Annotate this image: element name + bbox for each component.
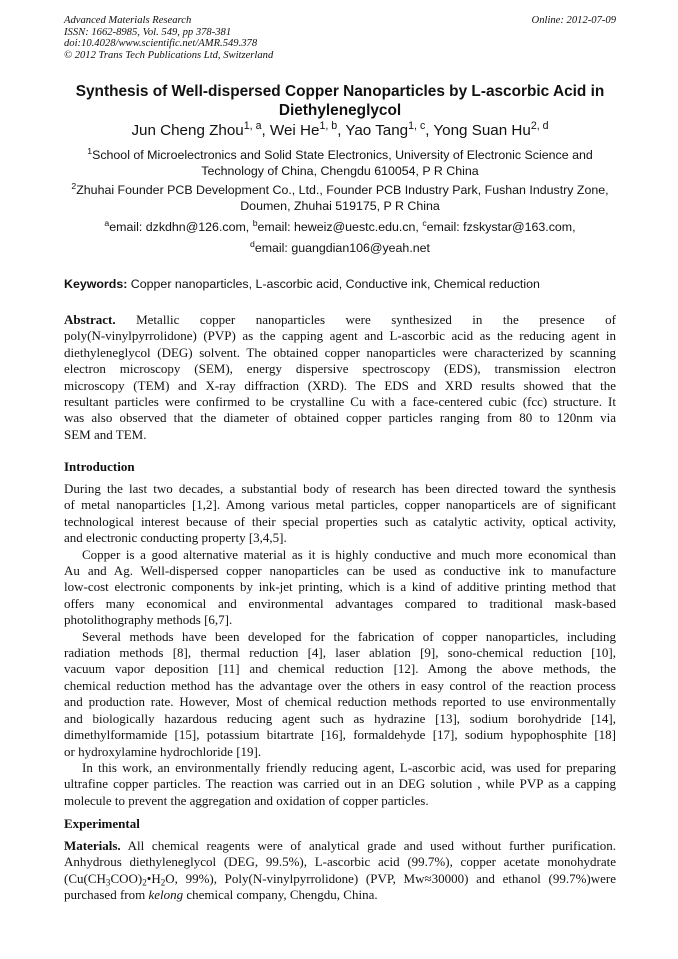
journal-header: [64, 15, 616, 61]
paragraph-line: molecule to prevent the aggregation and oxidation of copper particles.: [64, 792, 429, 808]
paragraph-line: ($Cu(CH_3COO)_2•H_2O$, 99%), Poly(N-vinylpyrrolidone) (PVP, Mw≈30000) and ethanol (99.7%)were: [64, 870, 616, 888]
keywords: [64, 276, 616, 292]
paragraph-line: dimethylformamide [15], potassium bitartrate [16], formaldehyde [17], sodium hypophosphite [18]: [64, 727, 616, 743]
issn-line: ISSN: 1662-8985, Vol. 549, pp 378-381: [64, 26, 232, 38]
author-3: , Yao Tang: [337, 122, 409, 139]
experimental-heading: Experimental: [64, 816, 140, 831]
author-1: Jun Cheng Zhou: [131, 122, 244, 139]
author-2: , Wei He: [261, 122, 320, 139]
affiliation-2-line-2: Doumen, Zhuhai 519175, P R China: [240, 198, 440, 213]
author-3-affil: 1, c: [408, 120, 426, 133]
paragraph-line: Copper is a good alternative material as it is highly conductive and much more economical than: [82, 546, 616, 562]
introduction-body: [64, 481, 616, 809]
abstract: [64, 312, 616, 443]
paragraph-line: offers many economical and environmental advantages compared to traditional mask-based: [64, 595, 616, 611]
abstract-line: electron microscopy (SEM), energy dispersive spectroscopy (EDS), transmission electron: [64, 361, 616, 377]
abstract-line: Abstract. Metallic copper nanoparticles were synthesized in the presence of: [64, 312, 616, 327]
experimental-body: [64, 838, 616, 904]
abstract-line: microscopy (TEM) and X-ray diffraction (XRD). The EDS and XRD results showed that the: [64, 377, 616, 393]
email-list: [64, 220, 616, 256]
paragraph-line: of metal nanoparticles [1,2]. Among various metal particles, copper nanoparticels are of significant: [64, 497, 616, 513]
copyright-line: © 2012 Trans Tech Publications Ltd, Switzerland: [64, 49, 274, 61]
affiliation-2-mark: 2: [71, 181, 77, 192]
paragraph-line: photolithography methods [6,7].: [64, 612, 233, 628]
paragraph-line: or hydroxylamine hydrochloride [19].: [64, 743, 262, 759]
affiliation-1-line-1: School of Microelectronics and Solid State Electronics, University of Electronic Science and: [92, 148, 593, 162]
author-1-affil: 1, a: [243, 120, 262, 133]
keywords-label: Keywords:: [64, 277, 128, 291]
email-a[interactable]: email: dzkdhn@126.com,: [109, 220, 253, 234]
paragraph-line: Several methods have been developed for the fabrication of copper nanoparticles, including: [82, 628, 616, 644]
email-b[interactable]: email: heweiz@uestc.edu.cn,: [257, 220, 423, 234]
paragraph-line: During the last two decades, a substantial body of research has been directed toward the synthesis: [64, 481, 616, 496]
affiliation-1-line-2: Technology of China, Chengdu 610054, P R China: [201, 163, 479, 178]
email-a-mark: a: [104, 218, 110, 229]
supplier-name: kelong: [148, 887, 184, 903]
author-4: , Yong Suan Hu: [425, 122, 531, 139]
email-c[interactable]: email: fzskystar@163.com,: [426, 220, 576, 234]
paper-title: [64, 82, 616, 120]
paragraph-line: and electronic conducting property [3,4,5].: [64, 530, 287, 546]
abstract-line: poly(N-vinylpyrrolidone) (PVP) as the capping agent and L-ascorbic acid as the reducing agent in: [64, 328, 616, 344]
paragraph-line: low-cost electronic components by ink-jet printing, which is a kind of additive printing method that: [64, 579, 616, 595]
paragraph-line: technological interest because of their special properties such as catalytic activity, optical activity,: [64, 513, 616, 529]
email-d[interactable]: email: guangdian106@yeah.net: [254, 240, 430, 255]
paragraph-line: and production rate. However, Most of chemical reduction methods reported to use environmentally: [64, 694, 616, 710]
affiliation-1: [64, 148, 616, 179]
abstract-line: resultant particles were confirmed to be crystalline Cu with a face-centered cubic (fcc) structure. It: [64, 394, 616, 410]
materials-label: Materials.: [64, 838, 121, 853]
affiliation-2-line-1: Zhuhai Founder PCB Development Co., Ltd., Founder PCB Industry Park, Fushan Industry Zone,: [76, 183, 609, 197]
abstract-label: Abstract.: [64, 312, 116, 327]
journal-name: Advanced Materials Research: [64, 15, 192, 26]
keywords-text: Copper nanoparticles, L-ascorbic acid, Conductive ink, Chemical reduction: [127, 277, 540, 291]
paragraph-line: purchased from kelong chemical company, Chengdu, China.: [64, 887, 378, 903]
introduction-heading: Introduction: [64, 459, 135, 474]
paragraph-line: Anhydrous diethyleneglycol (DEG, 99.5%), L-ascorbic acid (99.7%), copper acetate monohydrate: [64, 854, 616, 870]
online-date: Online: 2012-07-09: [531, 15, 616, 26]
doi-line: doi:10.4028/www.scientific.net/AMR.549.378: [64, 38, 258, 50]
paragraph-line: chemical reduction method has the advantage over the others in easy control of the reaction process: [64, 677, 616, 693]
abstract-line: diethyleneglycol (DEG) solvent. The obtained copper nanoparticles were characterized by scanning: [64, 344, 616, 360]
affiliation-1-mark: 1: [87, 146, 93, 157]
paragraph-line: vacuum vapor deposition [11] and chemical reduction [12]. Among the above methods, the: [64, 661, 616, 677]
paragraph-line: and biologically hazardous reducing agent such as hydrazine [13], sodium borohydride [14],: [64, 710, 616, 726]
author-4-affil: 2, d: [530, 120, 549, 133]
title-line-1: Synthesis of Well-dispersed Copper Nanoparticles by L-ascorbic Acid in: [75, 83, 605, 100]
paragraph-line: Au and Ag. Well-dispersed copper nanoparticles can be used as conductive ink to manufacture: [64, 563, 616, 579]
author-2-affil: 1, b: [319, 120, 338, 133]
paragraph-line: ultrafine copper particles. The reaction was carried out in an DEG solution , while PVP as a capping: [64, 776, 616, 792]
abstract-line: was also observed that the diameter of obtained copper particles ranging from 80 to 120nm via: [64, 410, 616, 426]
abstract-line: SEM and TEM.: [64, 426, 147, 442]
affiliation-2: [64, 183, 616, 214]
email-d-mark: d: [250, 238, 255, 249]
paragraph-line: In this work, an environmentally friendly reducing agent, L-ascorbic acid, was used for preparing: [82, 759, 616, 775]
title-line-2: Diethyleneglycol: [278, 102, 402, 119]
email-c-mark: c: [422, 218, 427, 229]
email-b-mark: b: [252, 218, 258, 229]
paragraph-line: Materials. All chemical reagents were of analytical grade and used without further purification.: [64, 838, 616, 853]
author-list: [64, 121, 616, 141]
paragraph-line: radiation methods [8], thermal reduction [4], laser ablation [9], sono-chemical reduction [10],: [64, 645, 616, 661]
